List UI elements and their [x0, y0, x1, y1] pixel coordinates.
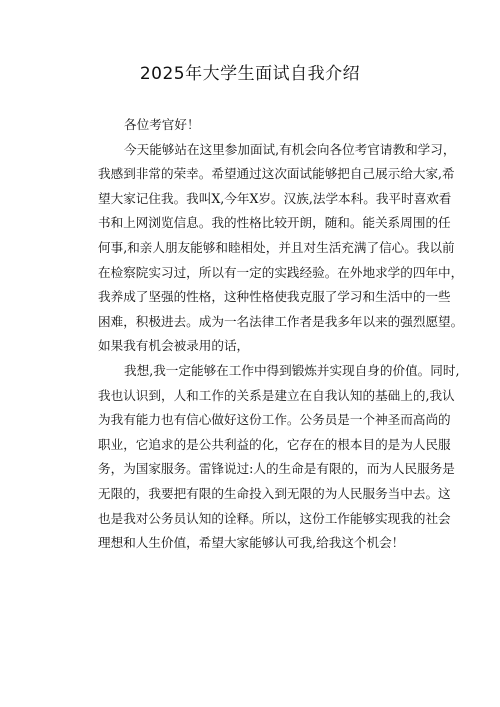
document-body [98, 113, 464, 556]
text-line: 在检察院实习过，所以有一定的实践经验。在外地求学的四年中， [98, 264, 464, 280]
text-line: 困难，积极进去。成为一名法律工作者是我多年以来的强烈愿望。 [98, 313, 464, 329]
text-line: 今天能够站在这里参加面试,有机会向各位考官请教和学习， [124, 141, 456, 157]
text-line: 书和上网浏览信息。我的性格比较开朗，随和。能关系周围的任 [98, 215, 451, 231]
text-line: 如果我有机会被录用的话， [98, 338, 250, 354]
greeting-line: 各位考官好！ [124, 117, 200, 132]
paragraph-2 [98, 359, 460, 556]
text-line: 理想和人生价值，希望大家能够认可我,给我这个机会！ [98, 535, 405, 551]
text-line: 我想,我一定能够在工作中得到锻炼并实现自身的价值。同时, [124, 362, 460, 378]
text-line: 何事,和亲人朋友能够和睦相处，并且对生活充满了信心。我以前 [98, 239, 455, 255]
paragraph-1 [98, 138, 464, 359]
text-line: 我也认识到，人和工作的关系是建立在自我认知的基础上的,我认 [98, 387, 455, 403]
text-line: 望大家记住我。我叫X,今年X岁。汉族,法学本科。我平时喜欢看 [98, 190, 452, 206]
text-line: 我感到非常的荣幸。希望通过这次面试能够把自己展示给大家,希 [98, 166, 455, 182]
text-line: 也是我对公务员认知的诠释。所以，这份工作能够实现我的社会 [98, 510, 451, 526]
text-line: 务，为国家服务。雷锋说过:人的生命是有限的，而为人民服务是 [98, 461, 455, 477]
text-line: 无限的，我要把有限的生命投入到无限的为人民服务当中去。这 [98, 485, 451, 501]
text-line: 为我有能力也有信心做好这份工作。公务员是一个神圣而高尚的 [98, 412, 451, 428]
document-title: 2025年大学生面试自我介绍 [139, 64, 361, 84]
text-line: 我养成了坚强的性格，这种性格使我克服了学习和生活中的一些 [98, 289, 451, 305]
text-line: 职业，它追求的是公共利益的化，它存在的根本目的是为人民服 [98, 436, 451, 452]
